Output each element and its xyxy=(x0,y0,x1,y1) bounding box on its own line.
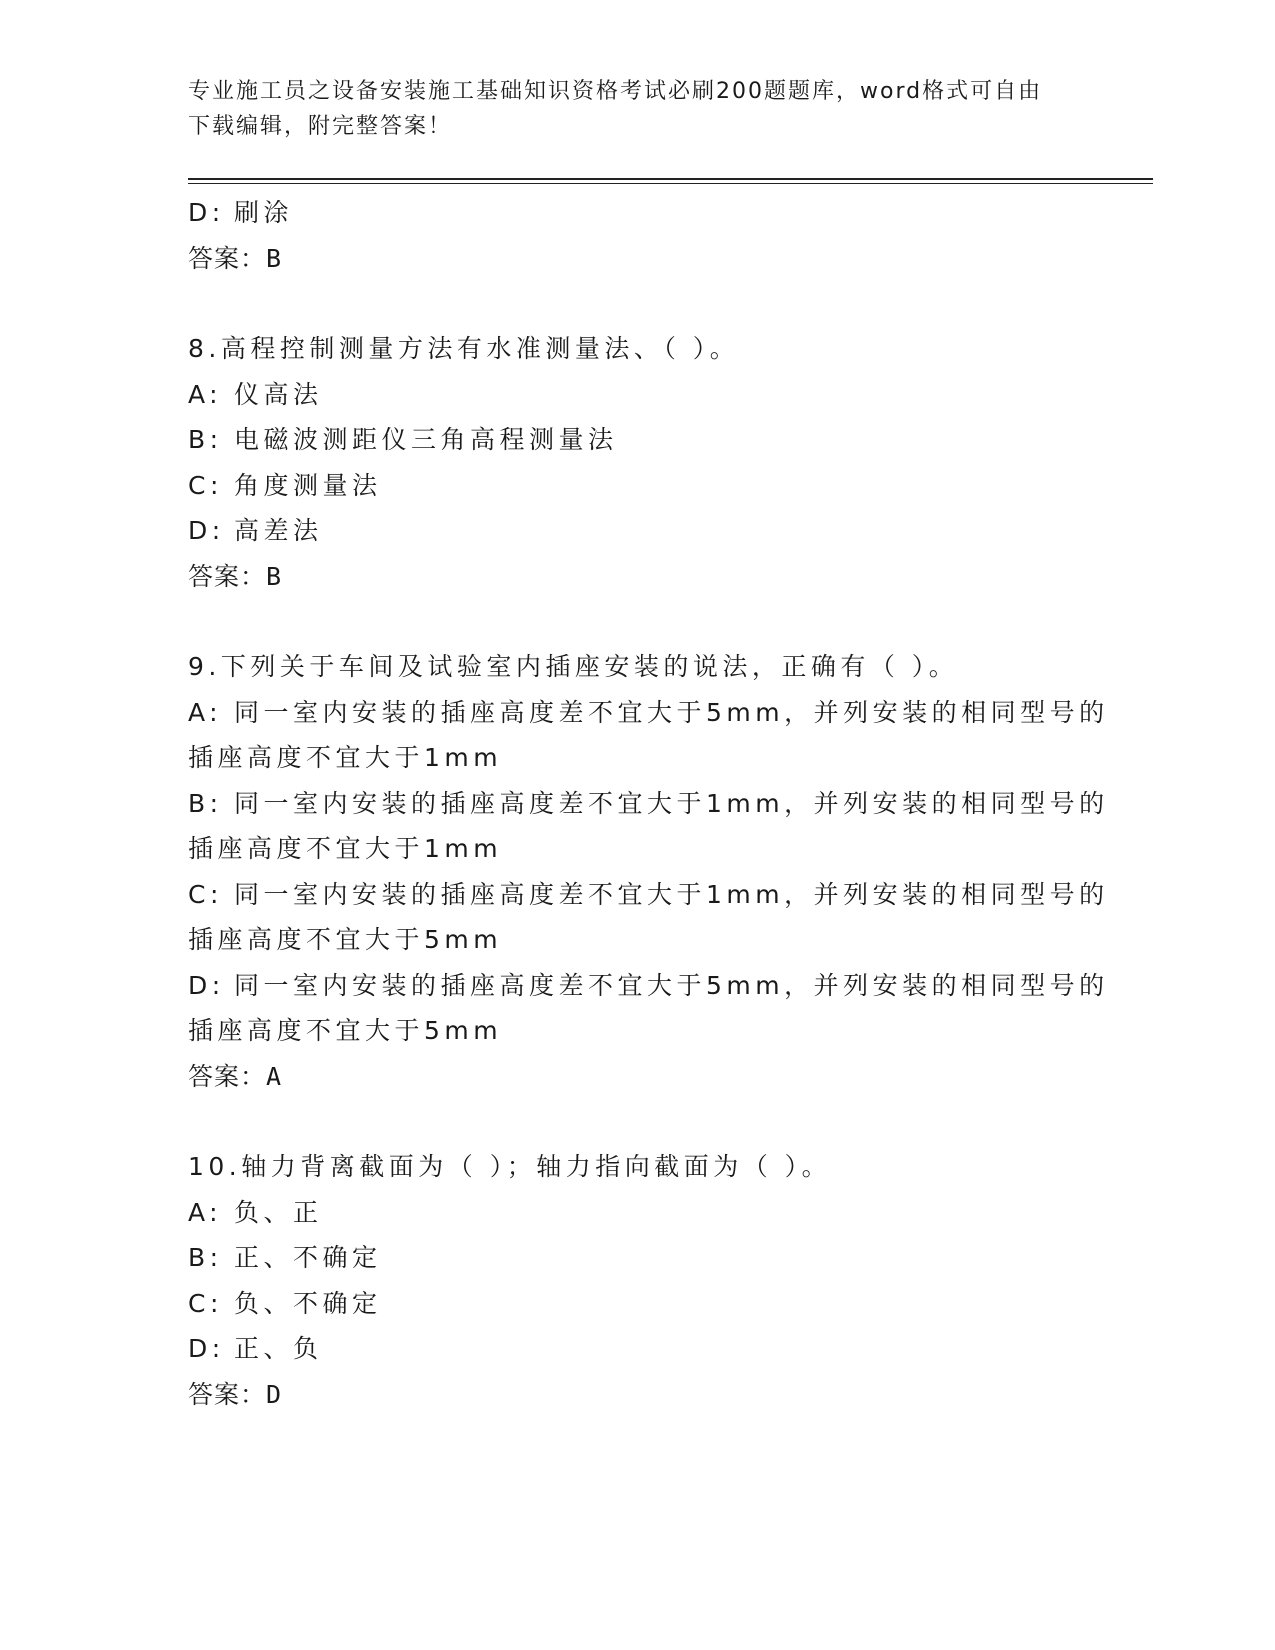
option-text: 正、不确定 xyxy=(234,1243,382,1272)
answer: 答案：A xyxy=(188,1061,283,1091)
option-text: 负、不确定 xyxy=(234,1288,382,1318)
question-stem: 10.轴力背离截面为（ ）；轴力指向截面为（ ）。 xyxy=(188,1152,832,1181)
header-rule-thick xyxy=(188,178,1153,180)
option-label: D: xyxy=(188,970,225,1000)
option-a-line-2: 插座高度不宜大于1mm xyxy=(188,743,503,772)
option-text: 同一室内安装的插座高度差不宜大于5mm，并列安装的相同型号的 xyxy=(234,970,1109,1000)
option-label: A: xyxy=(188,1197,223,1227)
option-b-line-1 xyxy=(188,781,1109,827)
option-label: C: xyxy=(188,1288,223,1318)
option-c xyxy=(188,1281,1068,1327)
option-label: A: xyxy=(188,697,223,727)
option-b xyxy=(188,1235,1068,1281)
option-b-line-2: 插座高度不宜大于1mm xyxy=(188,834,503,863)
answer: 答案：B xyxy=(188,561,283,591)
header-rule-thin xyxy=(188,183,1153,184)
question-stem: 9.下列关于车间及试验室内插座安装的说法，正确有（ ）。 xyxy=(188,652,959,681)
option-d-line-1 xyxy=(188,963,1109,1009)
option-text: 角度测量法 xyxy=(234,470,382,500)
option-a-line-1 xyxy=(188,690,1109,736)
option-label: B: xyxy=(188,788,223,818)
option-a xyxy=(188,1190,1068,1236)
option-text: 高差法 xyxy=(234,516,323,545)
option-text: 刷涂 xyxy=(234,198,294,227)
header-title-line-2: 下载编辑，附完整答案！ xyxy=(188,114,453,139)
option-label: D: xyxy=(188,1334,225,1363)
question-list xyxy=(188,190,1109,1417)
option-d-line-2: 插座高度不宜大于5mm xyxy=(188,1016,503,1045)
option-b xyxy=(188,417,1068,463)
prev-option-d xyxy=(188,190,1068,236)
option-label: C: xyxy=(188,470,223,500)
document-header xyxy=(188,74,1068,144)
question-9 xyxy=(188,644,1109,1099)
question-stem: 8.高程控制测量方法有水准测量法、（ ）。 xyxy=(188,334,740,363)
option-d xyxy=(188,1326,1068,1372)
option-label: D: xyxy=(188,516,225,545)
answer: 答案：D xyxy=(188,1379,283,1409)
option-text: 仪高法 xyxy=(234,379,323,409)
option-c-line-1 xyxy=(188,872,1109,918)
option-d xyxy=(188,508,1068,554)
option-text: 正、负 xyxy=(234,1334,323,1363)
question-10 xyxy=(188,1144,1068,1417)
option-label: C: xyxy=(188,879,223,909)
option-label: B: xyxy=(188,1243,223,1272)
option-label: B: xyxy=(188,425,223,454)
option-text: 同一室内安装的插座高度差不宜大于5mm，并列安装的相同型号的 xyxy=(234,697,1109,727)
option-text: 电磁波测距仪三角高程测量法 xyxy=(234,425,618,454)
option-label: A: xyxy=(188,379,223,409)
prev-answer: 答案：B xyxy=(188,243,283,273)
option-a xyxy=(188,372,1068,418)
option-c-line-2: 插座高度不宜大于5mm xyxy=(188,925,503,954)
option-text: 负、正 xyxy=(234,1197,323,1227)
option-c xyxy=(188,463,1068,509)
option-text: 同一室内安装的插座高度差不宜大于1mm，并列安装的相同型号的 xyxy=(234,879,1109,909)
header-title-line-1: 专业施工员之设备安装施工基础知识资格考试必刷200题题库，word格式可自由 xyxy=(188,79,1043,104)
option-label: D: xyxy=(188,198,225,227)
option-text: 同一室内安装的插座高度差不宜大于1mm，并列安装的相同型号的 xyxy=(234,788,1109,818)
question-8 xyxy=(188,326,1068,599)
